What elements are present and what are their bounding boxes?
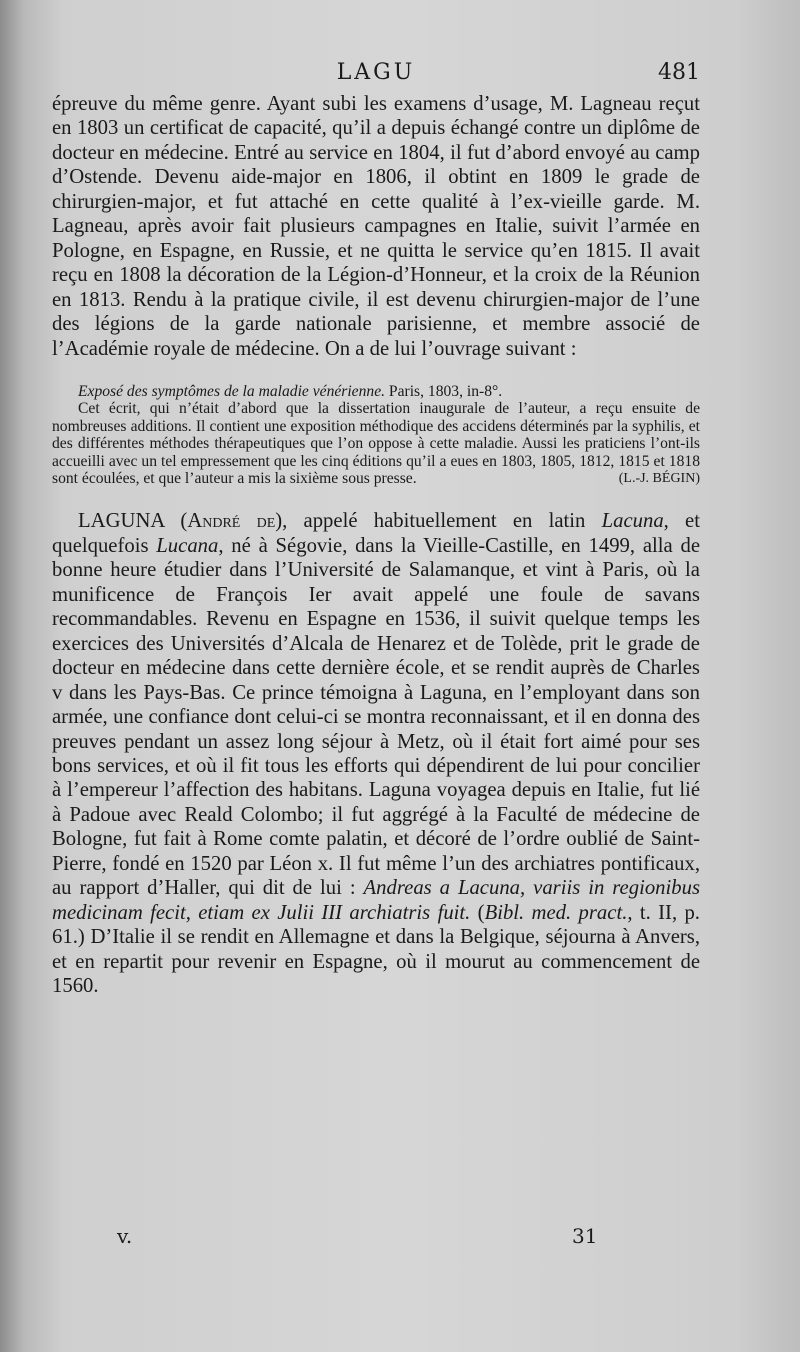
bibliography-entry <box>52 383 700 400</box>
entry-forename: André de <box>187 510 276 533</box>
page-footer <box>52 1224 700 1254</box>
bibliography-note-text: Cet écrit, qui n’était d’abord que la dissertation inaugurale de l’auteur, a reçu ensuite de nombreuses additions. Il contient une exposition méthodique des accidens déterminés par la syphilis, et des différentes méthodes thérapeutiques que l’on oppose à cette maladie. Aussi les praticiens l’ont-ils accueilli avec un tel empressement que les cinq éditions qu’il a eues en 1803, 1805, 1812, 1815 et 1818 sont écoulées, et que l’auteur a mis la sixième sous presse. <box>52 400 700 488</box>
entry-laguna: LAGUNA (André de), appelé habituellement en latin Lacuna, et quelquefois Lucana, né à Ségovie, dans la Vieille-Castille, en 1499, alla de bonne heure étudier dans l’Université de Salamanque, et vint à Paris, où la munificence de François Ier avait appelé une foule de savans recommandables. Revenu en Espagne en 1536, il suivit quelque temps les exercices des Universités d’Alcala de Henarez et de Tolède, prit le grade de docteur en médecine dans cette dernière école, et se rendit auprès de Charles v dans les Pays-Bas. Ce prince témoigna à Laguna, en l’employant dans son armée, une confiance dont celui-ci se montra reconnaissant, et il en donna des preuves pendant un assez long séjour à Metz, où il était fort aimé pour ses bons services, et où il fit tous les efforts qui dépendirent de lui pour concilier à l’empereur l’affection des habitans. Laguna voyagea depuis en Italie, fut lié à Padoue avec Reald Colombo; il fut aggrégé à la Faculté de médecine de Bologne, fut fait à Rome comte palatin, et décoré de l’ordre oublié de Saint-Pierre, fondé en 1520 par Léon x. Il fut même l’un des archiatres pontificaux, au rapport d’Haller, qui dit de lui : Andreas a Lacuna, variis in regionibus medicinam fecit, etiam ex Julii III archiatris fuit. (Bibl. med. pract., t. II, p. 61.) D’Italie il se rendit en Allemagne et dans la Belgique, séjourna à Anvers, et en repartit pour revenir en Espagne, où il mourut au commencement de 1560. <box>52 510 700 998</box>
paragraph-lagneau-continued: épreuve du même genre. Ayant subi les examens d’usage, M. Lagneau reçut en 1803 un certificat de capacité, qu’il a depuis échangé contre un diplôme de docteur en médecine. Entré au service en 1804, il fut d’abord envoyé au camp d’Ostende. Devenu aide-major en 1806, il obtint en 1809 le grade de chirurgien-major, et fut attaché en cette qualité à l’ex-vieille garde. M. Lagneau, après avoir fait plusieurs campagnes en Italie, suivit l’armée en Pologne, en Espagne, en Russie, et ne quitta le service qu’en 1815. Il avait reçu en 1808 la décoration de la Légion-d’Honneur, et la croix de la Réunion en 1813. Rendu à la pratique civile, il est devenu chirurgien-major de l’une des légions de la garde nationale parisienne, et membre associé de l’Académie royale de médecine. On a de lui l’ouvrage suivant : <box>52 93 700 360</box>
sheet-number: 31 <box>572 1224 598 1248</box>
running-head: LAGU <box>336 60 416 85</box>
latin-name-lacuna: Lacuna <box>601 510 664 533</box>
author-signature: (L.-J. BÉGIN) <box>618 471 700 487</box>
body-text <box>52 92 700 998</box>
bibliography-publication: Paris, 1803, in-8°. <box>385 382 503 400</box>
signature-mark: v. <box>117 1224 133 1248</box>
reference-title: Bibl. med. pract. <box>484 901 628 924</box>
entry-name: LAGUNA <box>78 510 165 533</box>
haller-quote: Andreas a Lacuna, variis in regionibus medicinam fecit, etiam ex Julii III archiatris fuit. <box>52 877 700 924</box>
bibliography-note <box>52 400 700 487</box>
page-header <box>52 60 700 90</box>
latin-name-lucana: Lucana <box>156 534 219 557</box>
page-number: 481 <box>658 60 700 85</box>
bibliography-title: Exposé des symptômes de la maladie vénérienne. <box>78 382 386 400</box>
